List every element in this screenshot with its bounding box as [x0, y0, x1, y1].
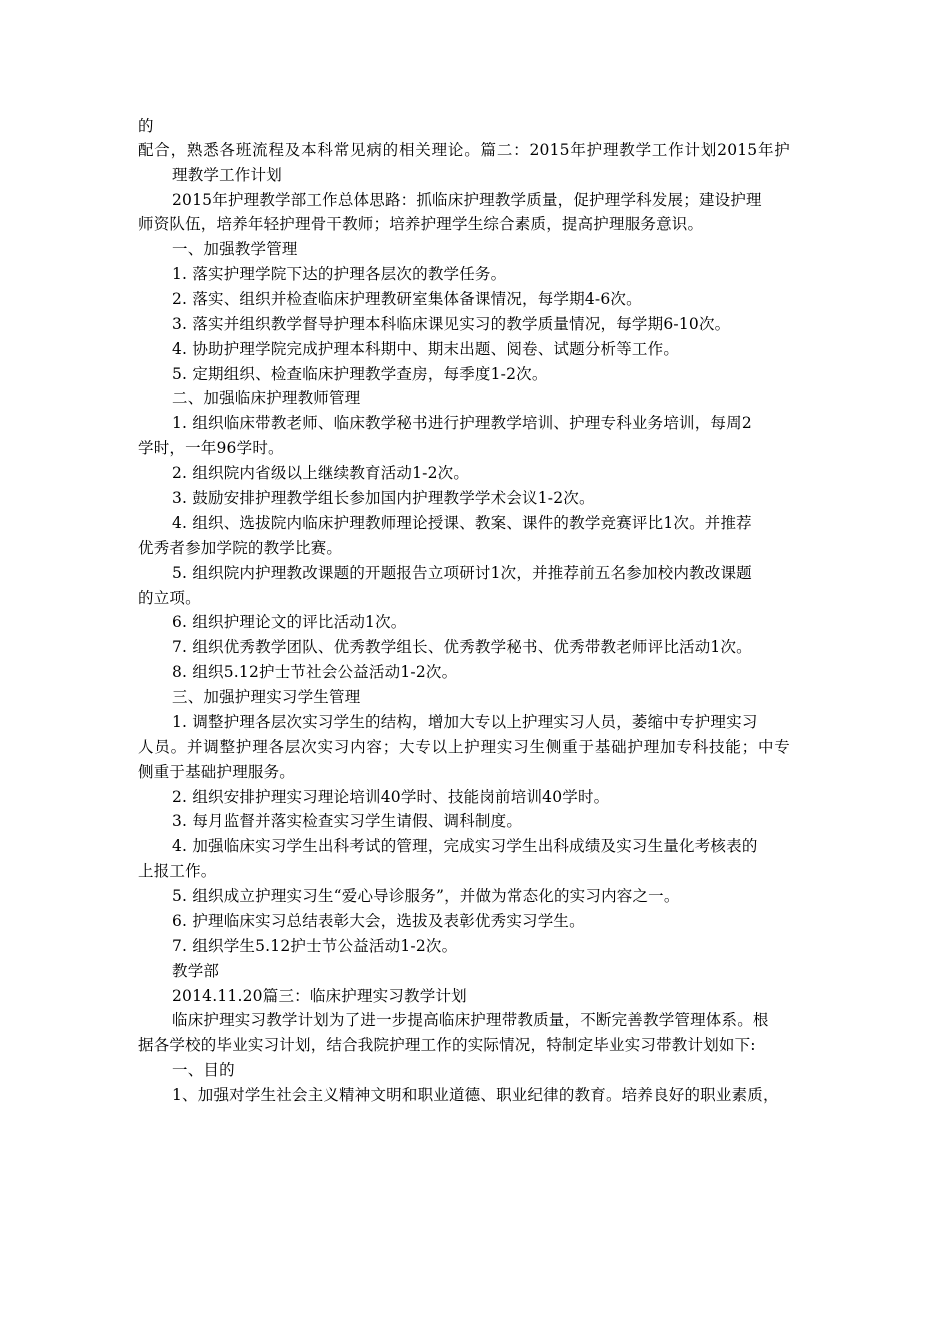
- text-line: 的立项。: [138, 589, 201, 607]
- paragraph-first-line: 临床护理实习教学计划为了进一步提高临床护理带教质量，不断完善教学管理体系。根: [172, 1011, 769, 1029]
- section-heading: 三、加强护理实习学生管理: [172, 688, 361, 706]
- list-item: 4. 组织、选拔院内临床护理教师理论授课、教案、课件的教学竞赛评比1次。并推荐: [172, 514, 752, 532]
- list-item: 2. 组织院内省级以上继续教育活动1-2次。: [172, 464, 470, 482]
- list-item: 2. 落实、组织并检查临床护理教研室集体备课情况，每学期4-6次。: [172, 290, 642, 308]
- section-heading: 一、加强教学管理: [172, 240, 298, 258]
- list-item: 6. 护理临床实习总结表彰大会，选拔及表彰优秀实习学生。: [172, 912, 585, 930]
- text-line: 的: [138, 117, 154, 135]
- text-line: 人员。并调整护理各层次实习内容；大专以上护理实习生侧重于基础护理加专科技能；中专: [138, 738, 790, 756]
- text-line: 上报工作。: [138, 862, 217, 880]
- list-item: 3. 鼓励安排护理教学组长参加国内护理教学学术会议1-2次。: [172, 489, 595, 507]
- text-line: 据各学校的毕业实习计划，结合我院护理工作的实际情况，特制定毕业实习带教计划如下:: [138, 1036, 756, 1054]
- date-and-heading: 2014.11.20篇三：临床护理实习教学计划: [172, 987, 467, 1005]
- section-heading: 一、目的: [172, 1061, 235, 1079]
- list-item: 5. 组织院内护理教改课题的开题报告立项研讨1次，并推荐前五名参加校内教改课题: [172, 564, 752, 582]
- list-item: 5. 组织成立护理实习生“爱心导诊服务”，并做为常态化的实习内容之一。: [172, 887, 680, 905]
- list-item: 7. 组织学生5.12护士节公益活动1-2次。: [172, 937, 458, 955]
- text-line: 侧重于基础护理服务。: [138, 763, 296, 781]
- list-item: 1. 组织临床带教老师、临床教学秘书进行护理教学培训、护理专科业务培训，每周2: [172, 414, 752, 432]
- list-item: 1. 落实护理学院下达的护理各层次的教学任务。: [172, 265, 507, 283]
- text-line: 配合，熟悉各班流程及本科常见病的相关理论。篇二：2015年护理教学工作计划2015年护: [138, 141, 790, 159]
- signature-department: 教学部: [172, 962, 220, 980]
- list-item: 7. 组织优秀教学团队、优秀教学组长、优秀教学秘书、优秀带教老师评比活动1次。: [172, 638, 752, 656]
- text-line: 优秀者参加学院的教学比赛。: [138, 539, 343, 557]
- text-line: 师资队伍，培养年轻护理骨干教师；培养护理学生综合素质，提高护理服务意识。: [138, 215, 704, 233]
- section-heading: 二、加强临床护理教师管理: [172, 389, 361, 407]
- list-item: 2. 组织安排护理实习理论培训40学时、技能岗前培训40学时。: [172, 788, 610, 806]
- paragraph-first-line: 2015年护理教学部工作总体思路：抓临床护理教学质量，促护理学科发展；建设护理: [172, 191, 762, 209]
- list-item: 4. 协助护理学院完成护理本科期中、期末出题、阅卷、试题分析等工作。: [172, 340, 680, 358]
- list-item: 6. 组织护理论文的评比活动1次。: [172, 613, 407, 631]
- list-item: 1. 调整护理各层次实习学生的结构，增加大专以上护理实习人员，萎缩中专护理实习: [172, 713, 758, 731]
- list-item: 3. 每月监督并落实检查实习学生请假、调科制度。: [172, 812, 523, 830]
- text-line: 理教学工作计划: [172, 166, 282, 184]
- list-item: 3. 落实并组织教学督导护理本科临床课见实习的教学质量情况，每学期6-10次。: [172, 315, 731, 333]
- list-item: 1、加强对学生社会主义精神文明和职业道德、职业纪律的教育。培养良好的职业素质，: [172, 1086, 779, 1104]
- text-line: 学时，一年96学时。: [138, 439, 284, 457]
- list-item: 5. 定期组织、检查临床护理教学查房，每季度1-2次。: [172, 365, 548, 383]
- list-item: 8. 组织5.12护士节社会公益活动1-2次。: [172, 663, 458, 681]
- list-item: 4. 加强临床实习学生出科考试的管理，完成实习学生出科成绩及实习生量化考核表的: [172, 837, 758, 855]
